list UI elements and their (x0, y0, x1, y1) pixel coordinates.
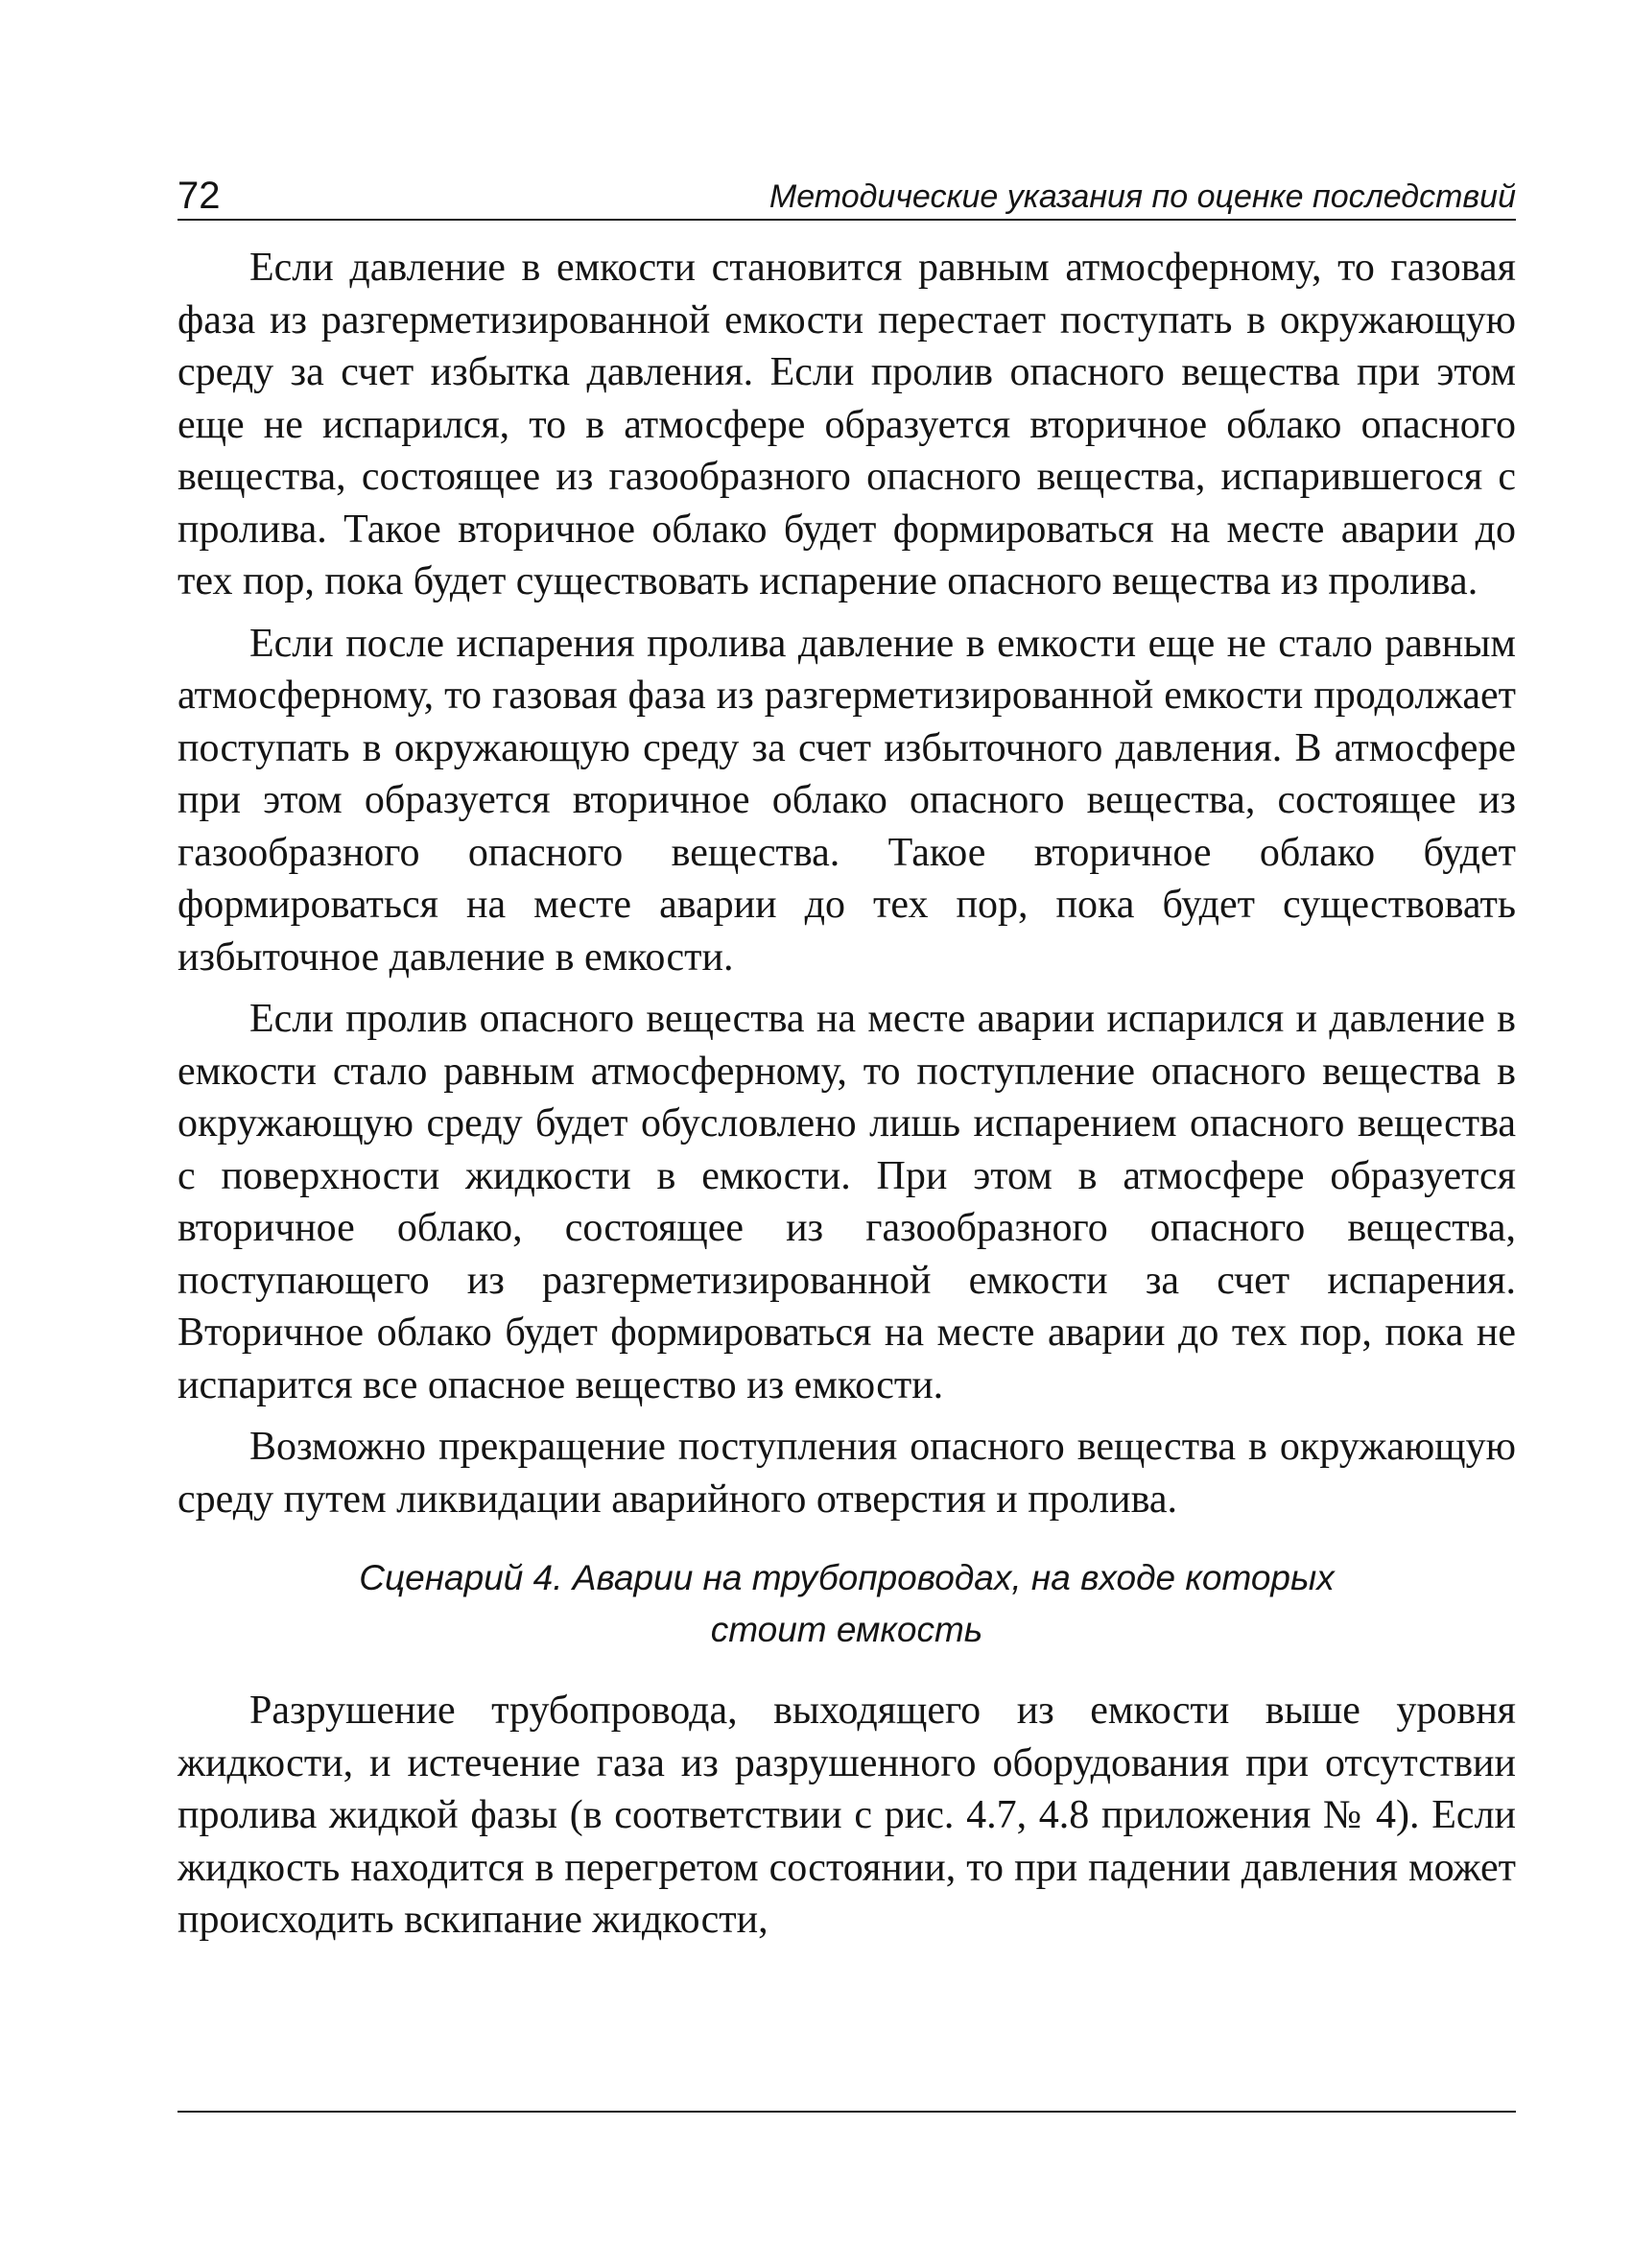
subheading-line: Сценарий 4. Аварии на трубопроводах, на входе которых (359, 1558, 1335, 1597)
bottom-divider (177, 2111, 1516, 2113)
running-header (177, 161, 1516, 221)
subheading-line: стоит емкость (710, 1610, 983, 1649)
paragraph: Если давление в емкости становится равным атмосферному, то газовая фаза из разгерметизированной емкости перестает поступать в окружающую среду за счет избытка давления. Если пролив опасного вещества при этом еще не испарился, то в атмосфере образуется вторичное облако опасного вещества, состоящее из газообразного опасного вещества, испарившегося с пролива. Такое вторичное облако будет формироваться на месте аварии до тех пор, пока будет существовать испарение опасного вещества из пролива. (177, 246, 1516, 603)
section-subheading (177, 1552, 1516, 1656)
paragraph: Если после испарения пролива давление в емкости еще не стало равным атмосферному, то газовая фаза из разгерметизированной емкости продолжает поступать в окружающую среду за счет избыточного давления. В атмосфере при этом образуется вторичное облако опасного вещества, состоящее из газообразного опасного вещества. Такое вторичное облако будет формироваться на месте аварии до тех пор, пока будет существовать избыточное давление в емкости. (177, 621, 1516, 980)
paragraph: Если пролив опасного вещества на месте аварии испарился и давление в емкости стало равным атмосферному, то поступление опасного вещества в окружающую среду будет обусловлено лишь испарением опасного вещества с поверхности жидкости в емкости. При этом в атмосфере образуется вторичное облако, состоящее из газообразного опасного вещества, поступающего из разгерметизированной емкости за счет испарения. Вторичное облако будет формироваться на месте аварии до тех пор, пока не испарится все опасное вещество из емкости. (177, 997, 1516, 1407)
paragraph: Разрушение трубопровода, выходящего из емкости выше уровня жидкости, и истечение газа из разрушенного оборудования при отсутствии пролива жидкой фазы (в соответствии с рис. 4.7, 4.8 приложения № 4). Если жидкость находится в перегретом состоянии, то при падении давления может происходить вскипание жидкости, (177, 1689, 1516, 1942)
page-number: 72 (177, 175, 221, 217)
running-title: Методические указания по оценке последствий (769, 178, 1516, 215)
paragraph: Возможно прекращение поступления опасного вещества в окружающую среду путем ликвидации аварийного отверстия и пролива. (177, 1425, 1516, 1522)
document-page (177, 0, 1516, 2268)
body-text (177, 242, 1516, 1947)
